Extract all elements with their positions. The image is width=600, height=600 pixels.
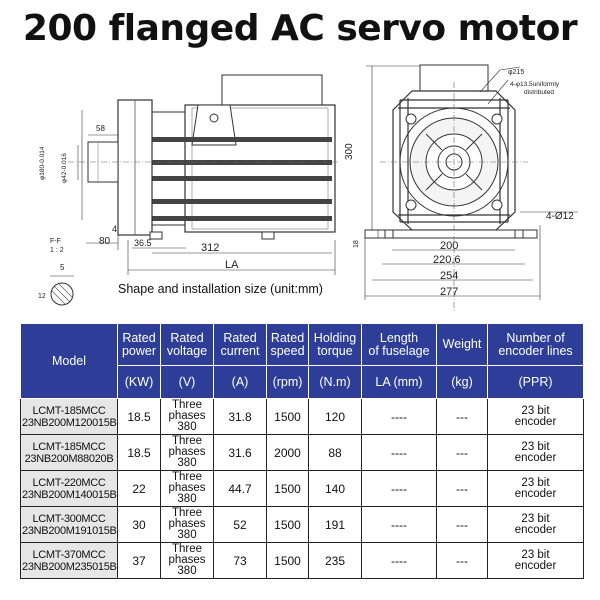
header-rated-voltage: Rated voltage [161, 324, 214, 366]
model-cell: LCMT-370MCC 23NB200M235015B [21, 543, 118, 579]
unit-voltage: (V) [161, 366, 214, 399]
encoder-cell: 23 bit encoder [488, 399, 584, 435]
speed-cell: 1500 [267, 507, 309, 543]
voltage-cell: Three phases 380 [161, 507, 214, 543]
side-view [38, 75, 340, 305]
dim-277: 277 [440, 286, 459, 298]
power-cell: 18.5 [118, 435, 161, 471]
drawing-caption: Shape and installation size (unit:mm) [118, 282, 323, 296]
header-row [21, 324, 584, 366]
unit-length: LA (mm) [362, 366, 437, 399]
weight-cell: --- [437, 435, 488, 471]
encoder-cell: 23 bit encoder [488, 543, 584, 579]
unit-power: (KW) [118, 366, 161, 399]
section-scale: 1 : 2 [50, 247, 64, 254]
dim-shaft-diameter: φ42-0.016 [61, 153, 68, 183]
dim-4: 4 [112, 224, 118, 234]
torque-cell: 191 [309, 507, 362, 543]
encoder-cell: 23 bit encoder [488, 471, 584, 507]
header-holding-torque: Holding torque [309, 324, 362, 366]
holes-note-line2: distributed [524, 89, 554, 96]
voltage-cell: Three phases 380 [161, 471, 214, 507]
dim-80: 80 [99, 236, 111, 247]
current-cell: 73 [214, 543, 267, 579]
weight-cell: --- [437, 543, 488, 579]
header-encoder-lines: Number of encoder lines [488, 324, 584, 366]
dim-312: 312 [201, 242, 220, 254]
dim-58: 58 [96, 124, 105, 133]
header-model: Model [21, 324, 118, 399]
holes-note-line1: 4-φ13.5uniformly [510, 81, 560, 88]
header-rated-speed: Rated speed [267, 324, 309, 366]
unit-weight: (kg) [437, 366, 488, 399]
current-cell: 31.6 [214, 435, 267, 471]
torque-cell: 235 [309, 543, 362, 579]
dim-200: 200 [440, 240, 459, 252]
header-weight: Weight [437, 324, 488, 366]
dim-300: 300 [344, 143, 355, 160]
weight-cell: --- [437, 399, 488, 435]
speed-cell: 1500 [267, 543, 309, 579]
power-cell: 37 [118, 543, 161, 579]
speed-cell: 2000 [267, 435, 309, 471]
speed-cell: 1500 [267, 471, 309, 507]
voltage-cell: Three phases 380 [161, 543, 214, 579]
dim-220-6: 220.6 [433, 254, 461, 266]
encoder-cell: 23 bit encoder [488, 435, 584, 471]
torque-cell: 120 [309, 399, 362, 435]
unit-torque: (N.m) [309, 366, 362, 399]
encoder-cell: 23 bit encoder [488, 507, 584, 543]
table-row [21, 471, 584, 507]
weight-cell: --- [437, 507, 488, 543]
header-rated-current: Rated current [214, 324, 267, 366]
dim-254: 254 [440, 270, 459, 282]
power-cell: 22 [118, 471, 161, 507]
length-cell: ---- [362, 435, 437, 471]
length-cell: ---- [362, 543, 437, 579]
torque-cell: 88 [309, 435, 362, 471]
power-cell: 18.5 [118, 399, 161, 435]
section-dim-12: 12 [38, 293, 46, 300]
table-row [21, 507, 584, 543]
model-cell: LCMT-185MCC 23NB200M120015B [21, 399, 118, 435]
speed-cell: 1500 [267, 399, 309, 435]
current-cell: 52 [214, 507, 267, 543]
model-cell: LCMT-220MCC 23NB200M140015B [21, 471, 118, 507]
dim-4-12: 4-Ø12 [546, 211, 574, 222]
current-cell: 44.7 [214, 471, 267, 507]
current-cell: 31.8 [214, 399, 267, 435]
table-row [21, 399, 584, 435]
dim-36-5: 36.5 [134, 238, 152, 248]
weight-cell: --- [437, 471, 488, 507]
torque-cell: 140 [309, 471, 362, 507]
dim-la: LA [225, 259, 239, 271]
length-cell: ---- [362, 507, 437, 543]
voltage-cell: Three phases 380 [161, 435, 214, 471]
table-row [21, 435, 584, 471]
dim-spigot-diameter: φ180-0.014 [39, 146, 46, 180]
unit-current: (A) [214, 366, 267, 399]
model-cell: LCMT-300MCC 23NB200M191015B [21, 507, 118, 543]
power-cell: 30 [118, 507, 161, 543]
model-cell: LCMT-185MCC 23NB200M88020B [21, 435, 118, 471]
dim-215: φ215 [508, 69, 525, 76]
unit-encoder: (PPR) [488, 366, 584, 399]
section-label: F-F [50, 238, 61, 245]
table-row [21, 543, 584, 579]
length-cell: ---- [362, 471, 437, 507]
dim-18: 18 [353, 240, 360, 248]
header-rated-power: Rated power [118, 324, 161, 366]
specifications-table [20, 323, 584, 579]
header-length-of-fuselage: Length of fuselage [362, 324, 437, 366]
unit-speed: (rpm) [267, 366, 309, 399]
front-view [344, 65, 578, 312]
length-cell: ---- [362, 399, 437, 435]
page-title: 200 flanged AC servo motor [22, 8, 578, 49]
voltage-cell: Three phases 380 [161, 399, 214, 435]
section-dim-5: 5 [60, 263, 65, 272]
